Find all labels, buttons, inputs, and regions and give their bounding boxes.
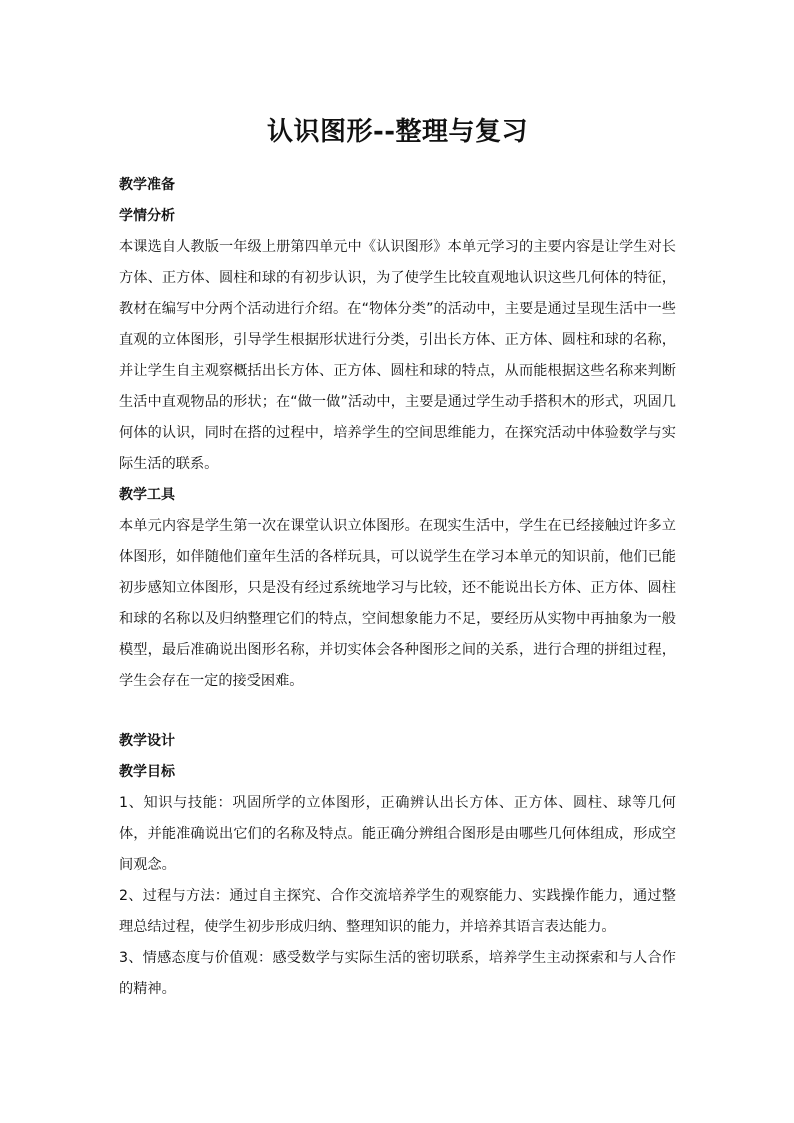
section-spacer (119, 697, 676, 726)
objective-knowledge-skills: 1、知识与技能：巩固所学的立体图形，正确辨认出长方体、正方体、圆柱、球等几何体，并能准确说出它们的名称及特点。能正确分辨组合图形是由哪些几何体组成，形成空间观念。 (119, 795, 676, 873)
objective-attitudes-values: 3、情感态度与价值观：感受数学与实际生活的密切联系，培养学生主动探索和与人合作的精神。 (119, 950, 676, 997)
heading-teaching-design: 教学设计 (119, 733, 175, 749)
heading-learning-analysis: 学情分析 (119, 208, 175, 224)
teaching-tools-paragraph: 本单元内容是学生第一次在课堂认识立体图形。在现实生活中，学生在已经接触过许多立体图形，如伴随他们童年生活的各样玩具，可以说学生在学习本单元的知识前，他们已能初步感知立体图形，只是没有经过系统地学习与比较，还不能说出长方体、正方体、圆柱和球的名称以及归纳整理它们的特点，空间想象能力不足，要经历从实物中再抽象为一般模型，最后准确说出图形名称，并切实体会各种图形之间的关系，进行合理的拼组过程，学生会存在一定的接受困难。 (119, 518, 676, 689)
heading-teaching-objectives: 教学目标 (119, 764, 175, 780)
document-title: 认识图形--整理与复习 (266, 117, 529, 147)
document-content (119, 112, 676, 1005)
heading-teaching-preparation: 教学准备 (119, 177, 175, 193)
heading-teaching-tools: 教学工具 (119, 487, 175, 503)
objective-process-methods: 2、过程与方法：通过自主探究、合作交流培养学生的观察能力、实践操作能力，通过整理总结过程，使学生初步形成归纳、整理知识的能力，并培养其语言表达能力。 (119, 888, 676, 935)
learning-analysis-paragraph: 本课选自人教版一年级上册第四单元中《认识图形》本单元学习的主要内容是让学生对长方体、正方体、圆柱和球的有初步认识，为了使学生比较直观地认识这些几何体的特征，教材在编写中分两个活动进行介绍。在“物体分类”的活动中，主要是通过呈现生活中一些直观的立体图形，引导学生根据形状进行分类，引出长方体、正方体、圆柱和球的名称，并让学生自主观察概括出长方体、正方体、圆柱和球的特点，从而能根据这些名称来判断生活中直观物品的形状；在“做一做”活动中，主要是通过学生动手搭积木的形式，巩固几何体的认识，同时在搭的过程中，培养学生的空间思维能力，在探究活动中体验数学与实际生活的联系。 (119, 239, 676, 472)
